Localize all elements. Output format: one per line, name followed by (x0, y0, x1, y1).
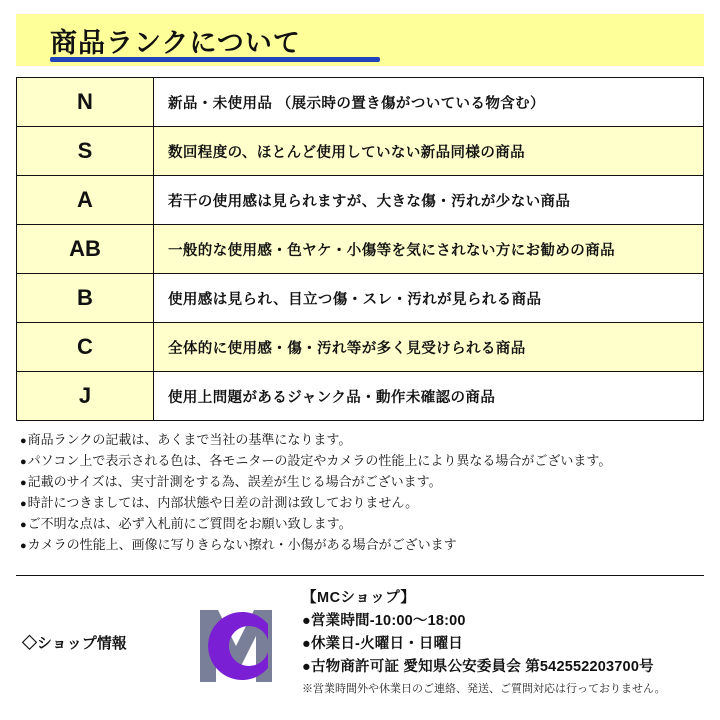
shop-info-section (16, 575, 704, 708)
table-row (17, 323, 704, 372)
notes-list (16, 430, 704, 556)
bullet-icon: ● (20, 540, 27, 552)
shop-name: 【MCショップ】 (302, 590, 416, 606)
rank-label: N (17, 78, 154, 127)
bullet-icon: ● (20, 456, 27, 468)
note-item (20, 535, 704, 556)
note-text: パソコン上で表示される色は、各モニターの設定やカメラの性能上により異なる場合がございます。 (27, 453, 612, 468)
mc-logo-icon (192, 594, 288, 690)
shop-license: ●古物商許可証 愛知県公安委員会 第542552203700号 (302, 659, 654, 675)
table-row (17, 127, 704, 176)
note-item (20, 493, 704, 514)
rank-description: 全体的に使用感・傷・汚れ等が多く見受けられる商品 (154, 323, 704, 372)
table-row (17, 372, 704, 421)
bullet-icon: ● (20, 519, 27, 531)
note-item (20, 451, 704, 472)
note-text: 記載のサイズは、実寸計測をする為、誤差が生じる場合がございます。 (27, 474, 442, 489)
bullet-icon: ● (20, 435, 27, 447)
note-item (20, 472, 704, 493)
rank-description: 使用上問題があるジャンク品・動作未確認の商品 (154, 372, 704, 421)
table-row (17, 274, 704, 323)
rank-label: C (17, 323, 154, 372)
rank-description: 新品・未使用品 （展示時の置き傷がついている物含む） (154, 78, 704, 127)
page-header (16, 14, 704, 66)
rank-table (16, 77, 704, 421)
rank-label: A (17, 176, 154, 225)
note-item (20, 514, 704, 535)
shop-closed-days: ●休業日-火曜日・日曜日 (302, 636, 463, 652)
note-text: カメラの性能上、画像に写りきらない擦れ・小傷がある場合がございます (27, 537, 457, 552)
shop-hours: ●営業時間-10:00〜18:00 (302, 613, 466, 629)
note-item (20, 430, 704, 451)
rank-description: 使用感は見られ、目立つ傷・スレ・汚れが見られる商品 (154, 274, 704, 323)
note-text: 時計につきましては、内部状態や日差の計測は致しておりません。 (27, 495, 419, 510)
rank-description: 一般的な使用感・色ヤケ・小傷等を気にされない方にお勧めの商品 (154, 225, 704, 274)
rank-label: J (17, 372, 154, 421)
rank-description: 数回程度の、ほとんど使用していない新品同様の商品 (154, 127, 704, 176)
shop-info-label: ◇ショップ情報 (22, 634, 127, 652)
rank-label: AB (17, 225, 154, 274)
table-row (17, 78, 704, 127)
rank-description: 若干の使用感は見られますが、大きな傷・汚れが少ない商品 (154, 176, 704, 225)
note-text: ご不明な点は、必ず入札前にご質問をお願い致します。 (27, 516, 352, 531)
rank-label: B (17, 274, 154, 323)
title-underline (50, 57, 380, 62)
page-title: 商品ランクについて (50, 27, 301, 58)
shop-details (302, 587, 704, 697)
bullet-icon: ● (20, 498, 27, 510)
bullet-icon: ● (20, 477, 27, 489)
table-row (17, 176, 704, 225)
note-text: 商品ランクの記載は、あくまで当社の基準になります。 (27, 432, 352, 447)
table-row (17, 225, 704, 274)
rank-label: S (17, 127, 154, 176)
shop-footnote: ※営業時間外や休業日のご連絡、発送、ご質問対応は行っておりません。 (302, 683, 666, 695)
